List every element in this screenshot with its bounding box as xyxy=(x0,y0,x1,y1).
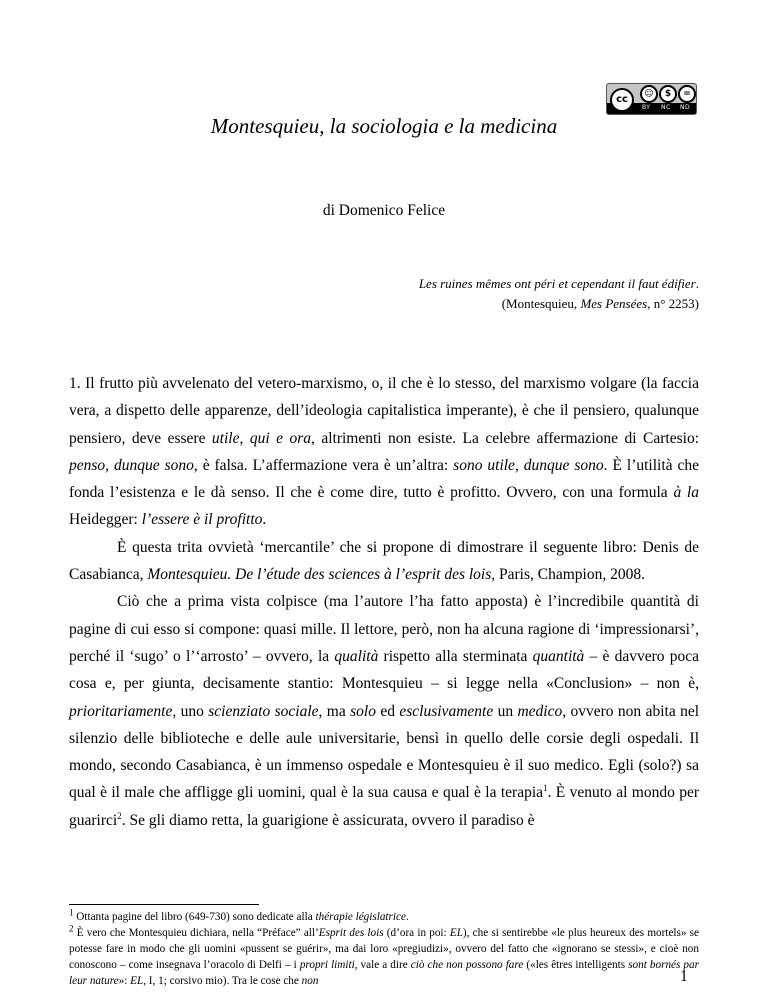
cc-label-nd: ND xyxy=(680,104,691,111)
noderivatives-equals-icon: = xyxy=(678,85,696,103)
body-text xyxy=(69,370,699,834)
paragraph-2: È questa trita ovvietà ‘mercantile’ che si propone di dimostrare il seguente libro: Denis de Casabianca, Montesquieu. De l’étude des sciences à l’esprit des lois, Paris, Champion, 2008. xyxy=(69,538,699,584)
paragraph-1: 1. Il frutto più avvelenato del vetero-marxismo, o, il che è lo stesso, del marxismo volgare (la faccia vera, a dispetto delle apparenze, dell’ideologia capitalistica imperante), è che il pensiero, qualunque pensiero, deve essere utile, qui e ora, altrimenti non esiste. La celebre affermazione di Cartesio: penso, dunque sono, è falsa. L’affermazione vera è un’altra: sono utile, dunque sono. È l’utilità che fonda l’esistenza e le dà senso. Il che è come dire, tutto è profitto. Ovvero, con una formula à la Heidegger: l’essere è il profitto. xyxy=(69,375,699,529)
footnote-1: $^1$ Ottanta pagine del libro (649-730) sono dedicate alla thérapie législatrice. xyxy=(69,907,409,923)
page-number: 1 xyxy=(680,968,688,985)
epigraph-source: (Montesquieu, Mes Pensées, n° 2253) xyxy=(501,296,699,311)
paragraph-3: Ciò che a prima vista colpisce (ma l’autore l’ha fatto apposta) è l’incredibile quantità di pagine di cui esso si compone: quasi mille. Il lettore, però, non ha alcuna ragione di ‘impressionarsi’, perché il ‘sugo’ o l’‘arrosto’ – ovvero, la qualità rispetto alla sterminata quantità – è davvero poca cosa e, per giunta, decisamente stantio: Montesquieu – si legge nella «Conclusion» – non è, prioritariamente, uno scienziato sociale, ma solo ed esclusivamente un medico, ovvero non abita nel silenzio delle biblioteche e delle aule universitarie, bensì in quello delle corsie degli ospedali. Il mondo, secondo Casabianca, è un immenso ospedale e Montesquieu è il suo medico. Egli (solo?) sa qual è il male che affligge gli uomini, qual è la sua causa e qual è la terapia$^1$. È venuto al mondo per guarirci$^2$. Se gli diamo retta, la guarigione è assicurata, ovvero il paradiso è xyxy=(69,593,700,829)
cc-label-nc: NC xyxy=(661,104,671,111)
article-title: Montesquieu, la sociologia e la medicina xyxy=(210,114,558,138)
cc-label-by: BY xyxy=(642,104,651,111)
epigraph-quote: Les ruines mêmes ont péri et cependant il faut édifier xyxy=(418,276,696,291)
cc-logo-icon: cc xyxy=(610,88,634,112)
article-author: di Domenico Felice xyxy=(322,202,446,219)
footnote-2: $^2$ È vero che Montesquieu dichiara, nella “Préface” all’Esprit des lois (d’ora in poi: EL), che si sentirebbe «le plus heureux des mortels» se potesse fare in modo che gli uomini «pussent se guérir», ma dai loro «pregiudizi», ovvero del fatto che «ignorano se stessi», e cioè non conoscono – come insegnava l’oracolo di Delfi – i propri limiti, vale a dire ciò che non possono fare («les êtres intelligents sont bornés par leur nature»: EL, I, 1; corsivo mio). Tra le cose che non xyxy=(69,923,699,987)
epigraph: Les ruines mêmes ont péri et cependant il faut édifier. (Montesquieu, Mes Pensées, n° 2253) xyxy=(419,274,699,314)
noncommercial-dollar-icon: $ xyxy=(659,85,677,103)
creative-commons-badge[interactable] xyxy=(606,83,697,115)
attribution-person-icon: ☺ xyxy=(640,85,658,103)
footnotes xyxy=(69,909,699,989)
footnote-separator xyxy=(69,904,259,905)
